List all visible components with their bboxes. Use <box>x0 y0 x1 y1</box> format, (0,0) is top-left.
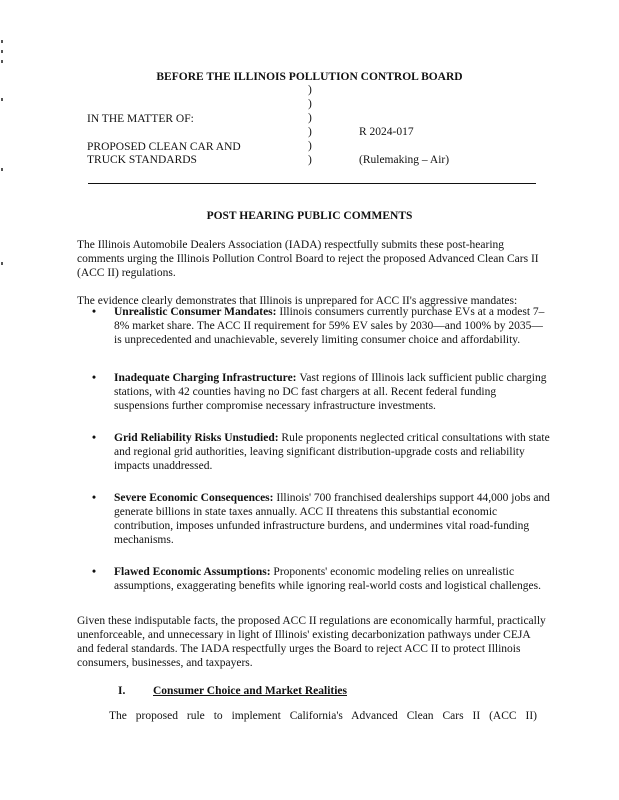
bullet-icon: • <box>92 432 97 444</box>
document-title: POST HEARING PUBLIC COMMENTS <box>206 210 413 222</box>
scan-mark <box>1 50 3 53</box>
list-item: • Unrealistic Consumer Mandates: Illinois consumers currently purchase EVs at a modest 7–8% market share. The ACC II requirement for 59% EV sales by 2030—and 100% by 2035—is unprecedented and unachievable, severely limiting consumer choice and affordability. <box>92 306 545 346</box>
scan-mark <box>1 40 3 43</box>
proposal-title-line2: TRUCK STANDARDS <box>87 154 197 166</box>
mandate-bullet-list <box>90 305 550 606</box>
bullet-icon: • <box>92 492 97 504</box>
bullet-icon: • <box>92 372 97 384</box>
list-item: • Severe Economic Consequences: Illinois' 700 franchised dealerships support 44,000 jobs and generate billions in state taxes annually. ACC II threatens this substantial economic contribution, imposes unfunded infrastructure burdens, and undermines vital road-funding mechanisms. <box>92 492 550 546</box>
scan-mark <box>1 60 3 63</box>
section-title: Consumer Choice and Market Realities <box>153 685 347 697</box>
proposal-title-line1: PROPOSED CLEAN CAR AND <box>87 141 241 153</box>
scan-mark <box>1 98 3 101</box>
caption-parentheses: ) ) ) ) ) ) <box>308 84 312 166</box>
list-item: • Flawed Economic Assumptions: Proponents' economic modeling relies on unrealistic assumptions, exaggerating benefits while ignoring real-world costs and logistical challenges. <box>92 566 541 592</box>
caption-divider <box>88 183 536 184</box>
list-item: • Grid Reliability Risks Unstudied: Rule proponents neglected critical consultations with state and regional grid authorities, leaving significant distribution-upgrade costs and reliability impacts unaddressed. <box>92 432 550 472</box>
list-item: • Inadequate Charging Infrastructure: Vast regions of Illinois lack sufficient public charging stations, with 42 counties having no DC fast chargers at all. Recent federal funding suspensions further compromise necessary infrastructure investments. <box>92 372 547 412</box>
intro-paragraph: The Illinois Automobile Dealers Association (IADA) respectfully submits these post-hearing comments urging the Illinois Pollution Control Board to reject the proposed Advanced Clean Cars II (ACC II) regulations. <box>77 239 539 279</box>
docket-number: R 2024-017 <box>359 126 414 138</box>
scan-mark <box>1 262 3 265</box>
rulemaking-type: (Rulemaking – Air) <box>359 154 450 166</box>
conclusion-paragraph: Given these indisputable facts, the proposed ACC II regulations are economically harmful, practically unenforceable, and unnecessary in light of Illinois' existing decarbonization pathways under CEJA and federal standards. The IADA respectfully urges the Board to reject ACC II to protect Illinois consumers, businesses, and taxpayers. <box>77 615 546 669</box>
bullet-icon: • <box>92 306 97 318</box>
scan-mark <box>1 168 3 171</box>
board-heading: BEFORE THE ILLINOIS POLLUTION CONTROL BOARD <box>156 71 463 83</box>
bullet-icon: • <box>92 566 97 578</box>
section-body-text: The proposed rule to implement California's Advanced Clean Cars II (ACC II) <box>109 710 537 722</box>
evidence-lead: The evidence clearly demonstrates that Illinois is unprepared for ACC II's aggressive mandates: <box>77 295 518 307</box>
matter-label: IN THE MATTER OF: <box>87 113 194 125</box>
section-number: I. <box>118 685 126 697</box>
